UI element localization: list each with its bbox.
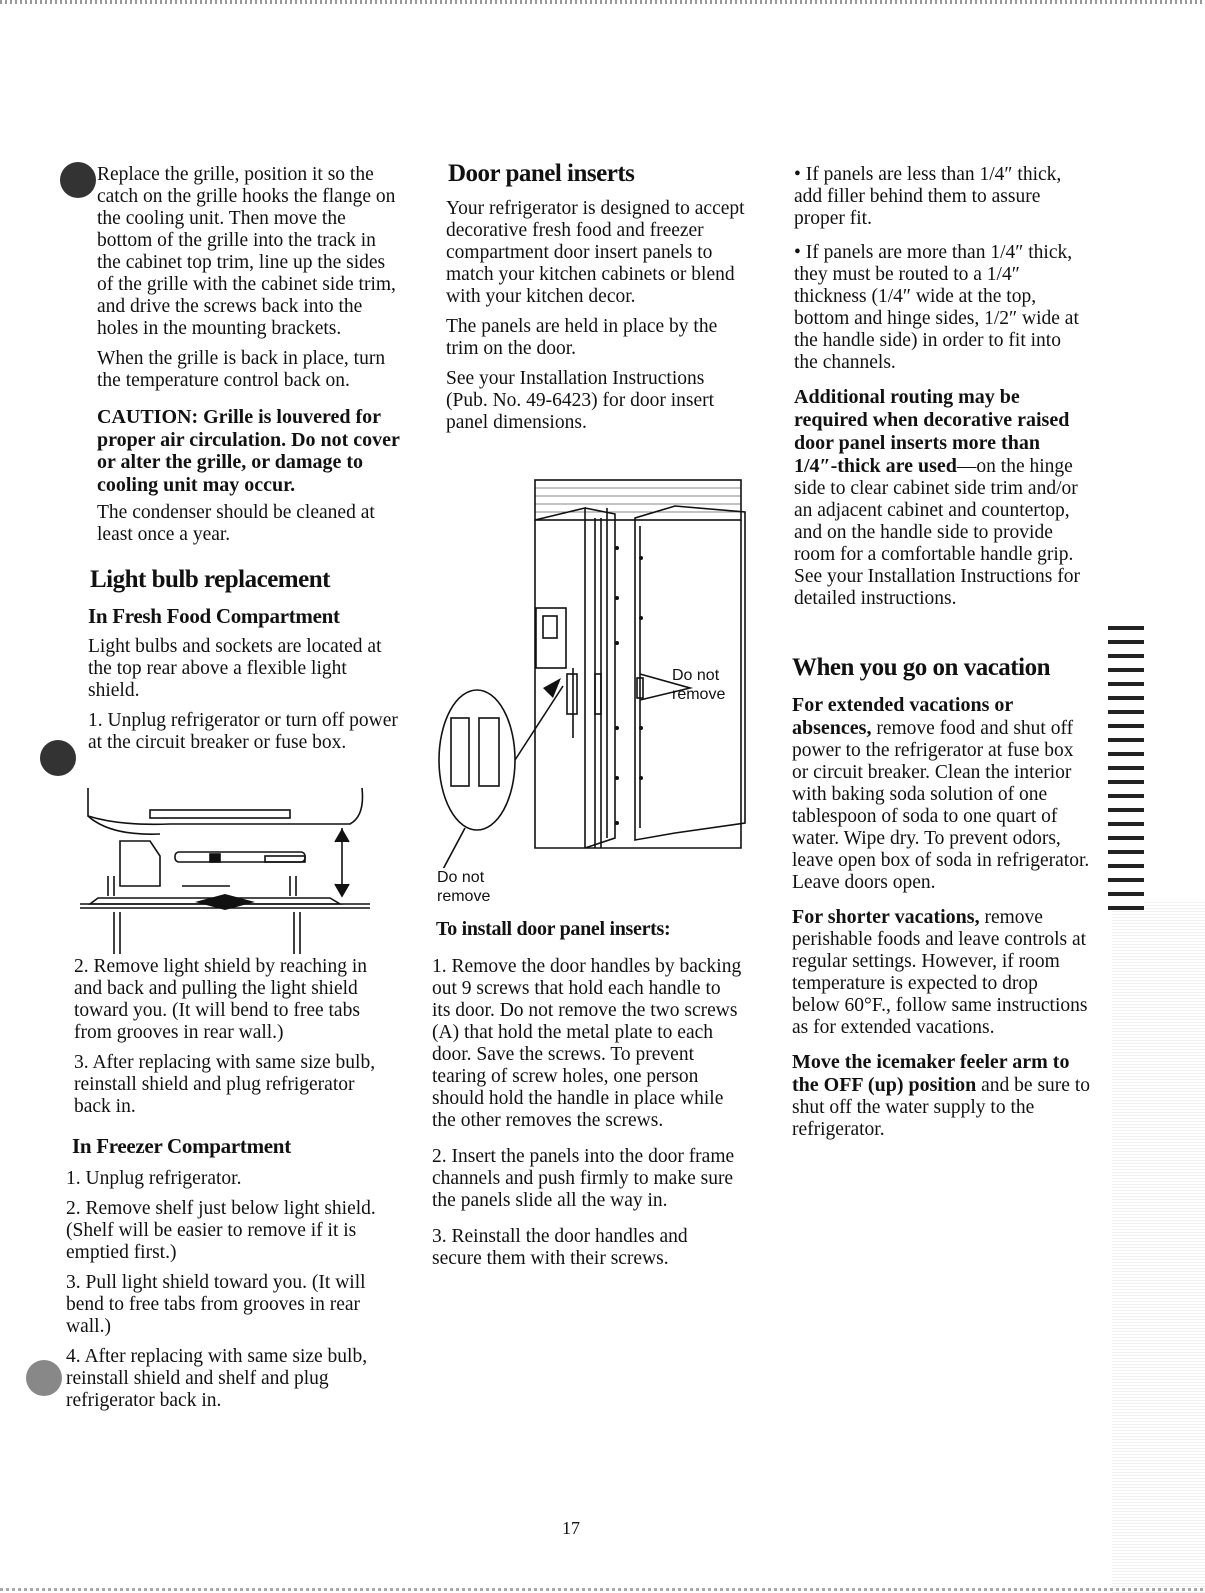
vacation-block: [792, 694, 1090, 1149]
step-number: 1.: [88, 710, 103, 731]
bullet-less-than: • If panels are less than 1/4″ thick, add filler behind them to assure proper fit.: [794, 164, 1062, 229]
fresh-intro: Light bulbs and sockets are located at the top rear above a flexible light shield.: [88, 636, 382, 701]
do-not-remove-left: [437, 868, 490, 906]
right-thumb-index: [1108, 620, 1144, 910]
routing-paragraph: [794, 386, 1086, 610]
freezer-step-3: [66, 1272, 376, 1338]
install-steps: [432, 956, 742, 1278]
freezer-step-1: [66, 1168, 376, 1190]
step-number: 3.: [432, 1226, 447, 1247]
right-scan-strip: [1112, 900, 1205, 1593]
freezer-step-4: [66, 1346, 376, 1412]
binder-hole-top: [60, 162, 96, 198]
freezer-step-2: [66, 1198, 376, 1264]
step-number: 3.: [66, 1272, 81, 1293]
label-line-1: Do not: [672, 667, 720, 684]
routing-rest: —on the hinge side to clear cabinet side trim and/or an adjacent cabinet and countertop, and on the handle side to provide room for a comfortable handle grip. See your Installation Instructions for detailed instructions.: [794, 456, 1080, 609]
column-right-top: [794, 164, 1086, 618]
freezer-block: [66, 1168, 376, 1420]
door-panel-heading: Door panel inserts: [448, 160, 635, 187]
fresh-step-3: [74, 1052, 394, 1118]
step-text: Pull light shield toward you. (It will bend to free tabs from grooves in rear wall.): [66, 1272, 366, 1337]
page-number: 17: [562, 1518, 580, 1538]
grille-paragraph-1: Replace the grille, position it so the catch on the grille hooks the flange on the cooling unit. Then move the bottom of the grille into the track in the cabinet top trim, line up the sides of the grille with the cabinet side trim, and drive the screws back into the holes in the mounting brackets.: [97, 164, 396, 339]
binder-hole-middle: [40, 740, 76, 776]
label-line-2: remove: [672, 686, 726, 703]
door-panel-p2: The panels are held in place by the trim on the door.: [446, 316, 718, 359]
icemaker-paragraph: [792, 1051, 1090, 1141]
condenser-text: The condenser should be cleaned at least once a year.: [97, 502, 375, 545]
top-scan-border: [0, 0, 1205, 4]
install-step-1: [432, 956, 742, 1132]
extended-bold: For extended vacations or absences,: [792, 694, 1013, 739]
step-text: Unplug refrigerator.: [85, 1168, 242, 1189]
step-text: Reinstall the door handles and secure them with their screws.: [432, 1226, 688, 1269]
caution-text: CAUTION: Grille is louvered for proper air circulation. Do not cover or alter the grille, or damage to cooling unit may occur.: [97, 406, 400, 496]
extended-rest: remove food and shut off power to the refrigerator at fuse box or circuit breaker. Clean the interior with baking soda solution of one tablespoon of soda to one quart of water. Wipe dry. To prevent odors, leave open box of soda in refrigerator. Leave doors open.: [792, 718, 1090, 893]
bullet-more-than: • If panels are more than 1/4″ thick, they must be routed to a 1/4″ thickness (1/4″ wide at the top, bottom and hinge sides, 1/2″ wide at the handle side) in order to fit into the channels.: [794, 242, 1079, 373]
freezer-heading: In Freezer Compartment: [72, 1134, 291, 1158]
grille-paragraph-2: When the grille is back in place, turn the temperature control back on.: [97, 348, 386, 391]
door-panel-intro: [446, 198, 746, 442]
step-number: 2.: [74, 956, 89, 977]
install-step-3: [432, 1226, 742, 1270]
light-shield-illustration: [80, 786, 370, 956]
label-line-2: remove: [437, 888, 491, 905]
step-text: Insert the panels into the door frame channels and push firmly to make sure the panels slide all the way in.: [432, 1146, 735, 1211]
fresh-step-1: [88, 710, 398, 754]
binder-hole-bottom: [26, 1360, 62, 1396]
step-number: 1.: [432, 956, 447, 977]
icemaker-rest: and be sure to shut off the water supply to the refrigerator.: [792, 1075, 1090, 1140]
step-number: 2.: [432, 1146, 447, 1167]
shorter-rest: remove perishable foods and leave controls at regular settings. However, if room temperature is expected to drop below 60°F., follow same instructions as for extended vacations.: [792, 907, 1088, 1038]
step-number: 3.: [74, 1052, 89, 1073]
step-text: After replacing with same size bulb, reinstall shield and shelf and plug refrigerator back in.: [66, 1346, 368, 1411]
bottom-scan-border: [0, 1588, 1205, 1591]
fresh-food-block: [88, 636, 398, 762]
fresh-steps-cont: [74, 956, 394, 1126]
extended-vacation: [792, 694, 1090, 894]
icemaker-bold: Move the icemaker feeler arm to the OFF (up) position: [792, 1051, 1070, 1096]
step-number: 1.: [66, 1168, 81, 1189]
step-text: Remove shelf just below light shield. (Shelf will be easier to remove if it is emptied first.): [66, 1198, 376, 1263]
fresh-step-2: [74, 956, 394, 1044]
shorter-bold: For shorter vacations,: [792, 906, 980, 928]
light-bulb-heading: Light bulb replacement: [90, 566, 330, 593]
vacation-heading: When you go on vacation: [792, 654, 1050, 681]
do-not-remove-right: [672, 666, 725, 704]
step-number: 4.: [66, 1346, 81, 1367]
door-panel-p1: Your refrigerator is designed to accept decorative fresh food and freezer compartment door insert panels to match your kitchen cabinets or blend with your kitchen decor.: [446, 198, 745, 307]
routing-bold: Additional routing may be required when decorative raised door panel inserts more than 1/4″-thick are used: [794, 386, 1070, 477]
door-panel-p3: See your Installation Instructions (Pub. No. 49-6423) for door insert panel dimensions.: [446, 368, 715, 433]
label-line-1: Do not: [437, 869, 485, 886]
install-step-2: [432, 1146, 742, 1212]
step-text: Remove the door handles by backing out 9 screws that hold each handle to its door. Do not remove the two screws (A) that hold the metal plate to each door. Save the screws. To prevent tearing of screw holes, one person should hold the handle in place while the other removes the screws.: [432, 956, 742, 1131]
column-left: [97, 164, 402, 554]
shorter-vacation: [792, 906, 1090, 1039]
step-text: Unplug refrigerator or turn off power at the circuit breaker or fuse box.: [88, 710, 398, 753]
step-text: After replacing with same size bulb, reinstall shield and plug refrigerator back in.: [74, 1052, 376, 1117]
step-text: Remove light shield by reaching in and back and pulling the light shield toward you. (It will bend to free tabs from grooves in rear wall.): [74, 956, 367, 1043]
fresh-food-heading: In Fresh Food Compartment: [88, 604, 340, 628]
install-heading: To install door panel inserts:: [436, 918, 671, 940]
step-number: 2.: [66, 1198, 81, 1219]
